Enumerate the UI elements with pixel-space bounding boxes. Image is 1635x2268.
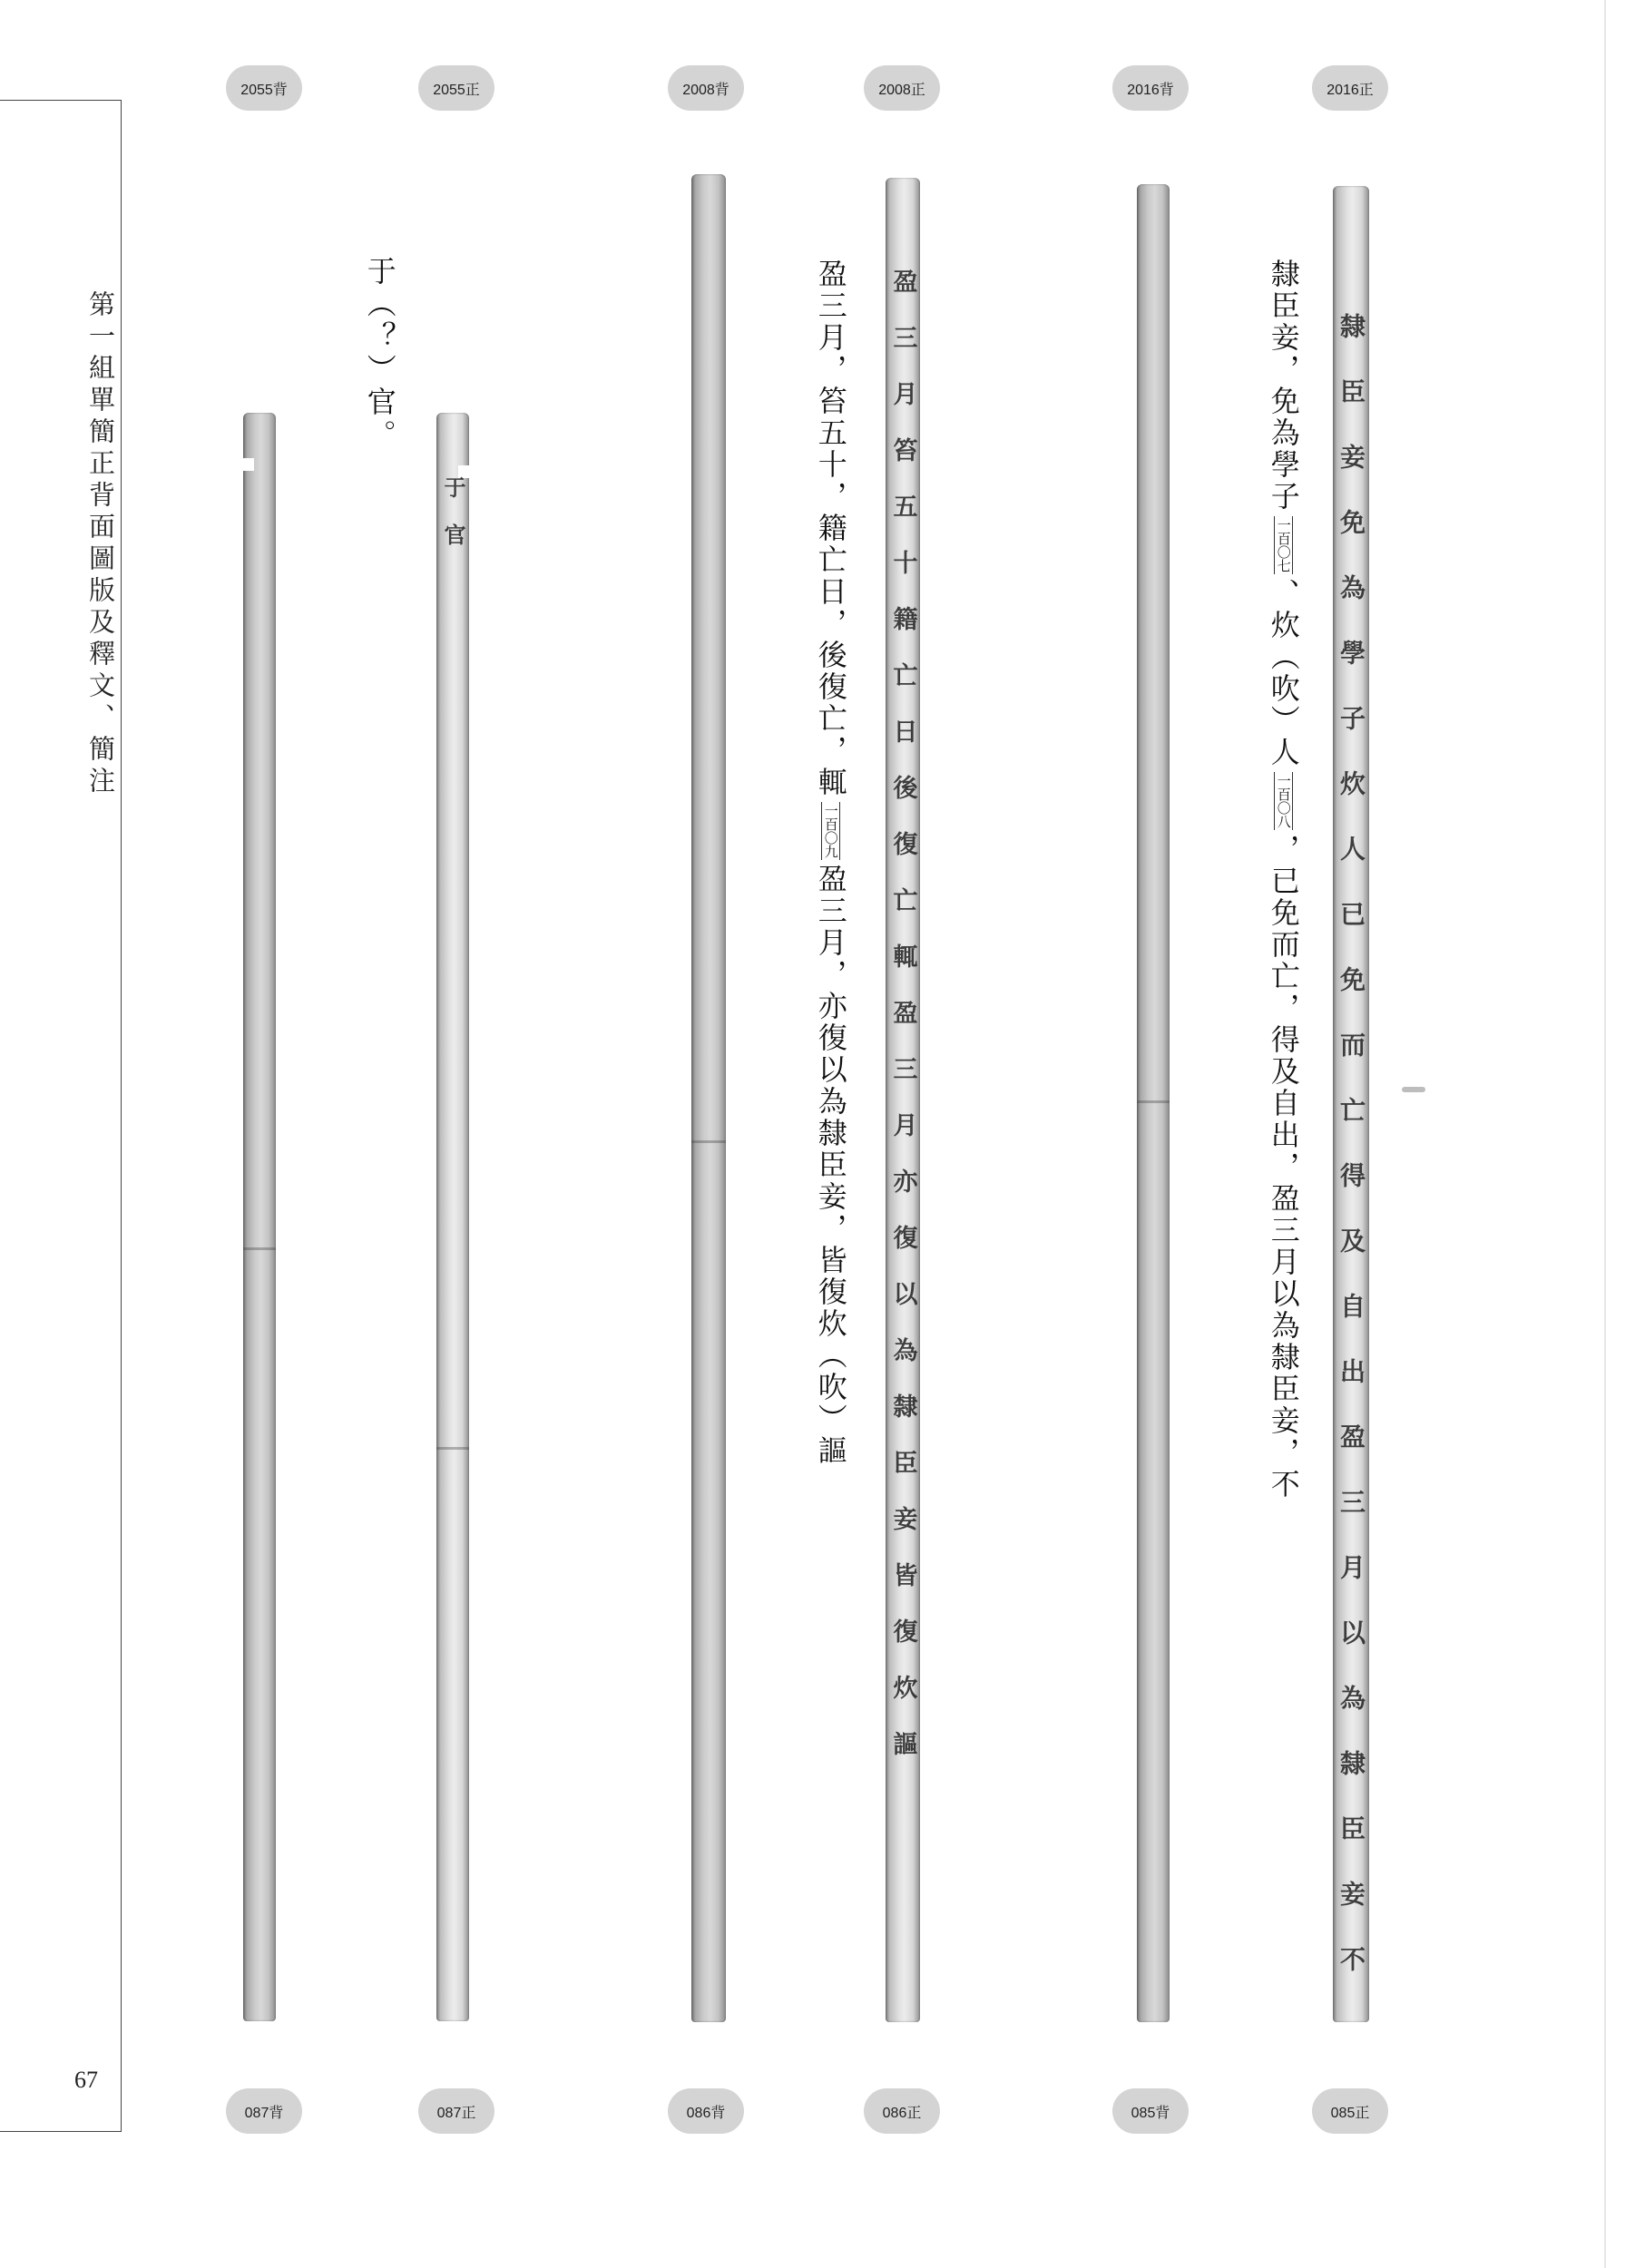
slip-number-badge: 085正: [1312, 2088, 1388, 2134]
slip-number-badge: 087正: [418, 2088, 494, 2134]
bamboo-slip-086-back: [691, 174, 726, 2022]
transcription-text: 隸臣妾，免為學子: [1266, 259, 1301, 513]
section-title: 第一組單簡正背面圖版及釋文、簡注: [85, 290, 116, 798]
bamboo-slip-087-back: [243, 413, 276, 2021]
slip-number-badge: 086背: [668, 2088, 744, 2134]
slip-number-badge: 2008正: [864, 65, 940, 111]
slip-number-badge: 087背: [226, 2088, 302, 2134]
footnote-marker: 一百〇八: [1274, 772, 1293, 830]
slip-085-front-glyphs: 隸臣妾免為學子炊人已免而亡得及自出盈三月以為隸臣妾不: [1336, 313, 1366, 2011]
slip-number-badge: 086正: [864, 2088, 940, 2134]
slip-number-badge: 2008背: [668, 65, 744, 111]
bamboo-slip-087-front: [436, 413, 469, 2021]
footnote-marker: 一百〇九: [821, 802, 840, 860]
transcription-087: [363, 256, 397, 452]
scan-smudge: [1402, 1087, 1425, 1092]
slip-number-badge: 2016正: [1312, 65, 1388, 111]
slip-086-front-glyphs: 盈三月笞五十籍亡日後復亡輒盈三月亦復以為隸臣妾皆復炊謳: [888, 269, 917, 1787]
bamboo-slip-085-front: [1333, 186, 1369, 2022]
slip-087-front-glyphs: 于官: [440, 476, 466, 571]
transcription-text: 于（？）官。: [362, 256, 397, 452]
transcription-text: 盈三月，笞五十，籍亡日，後復亡，輒: [813, 259, 848, 798]
bamboo-slip-086-front: [886, 178, 920, 2022]
page-edge: [1604, 0, 1606, 2268]
page-number: 67: [74, 2067, 98, 2093]
transcription-085: [1267, 259, 1300, 1501]
transcription-086: [814, 259, 847, 1467]
footnote-marker: 一百〇七: [1274, 516, 1293, 574]
bamboo-slip-085-back: [1137, 184, 1170, 2022]
transcription-text: ，已免而亡，得及自出，盈三月以為隸臣妾，不: [1266, 834, 1301, 1501]
transcription-text: 盈三月，亦復以為隸臣妾，皆復炊（吹）謳: [813, 864, 848, 1467]
slip-number-badge: 2055正: [418, 65, 494, 111]
slip-number-badge: 2055背: [226, 65, 302, 111]
slip-number-badge: 085背: [1112, 2088, 1189, 2134]
transcription-text: 、炊（吹）人: [1266, 578, 1301, 768]
slip-number-badge: 2016背: [1112, 65, 1189, 111]
